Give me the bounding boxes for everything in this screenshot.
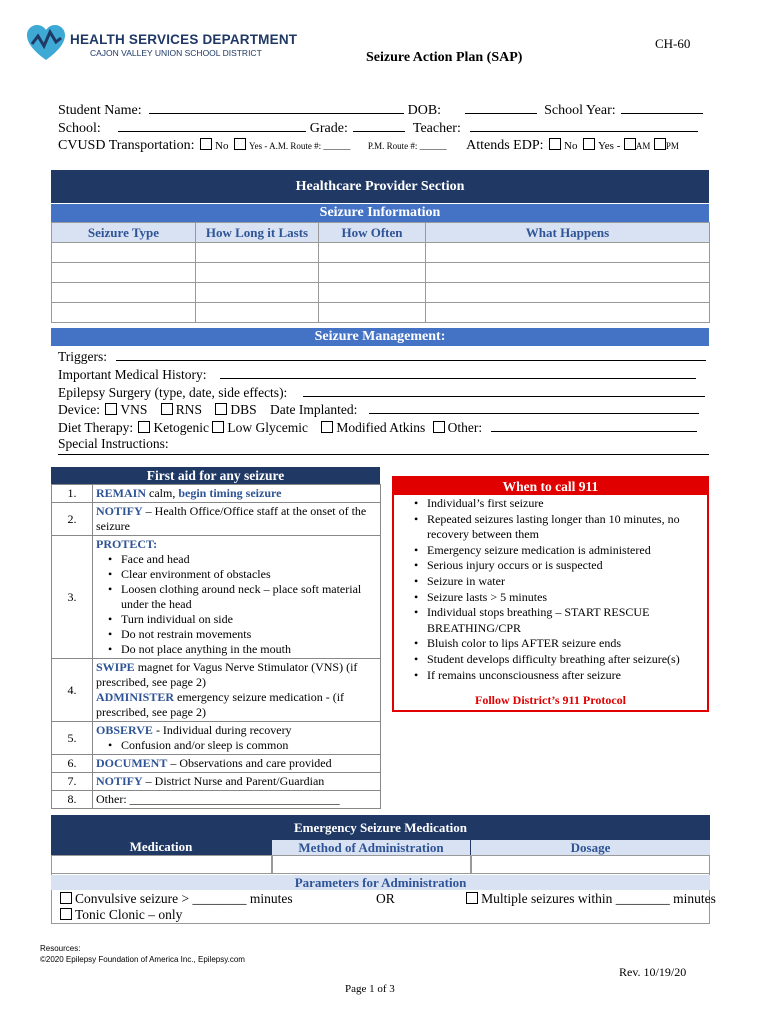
- step-head: NOTIFY: [96, 504, 143, 518]
- page-number: Page 1 of 3: [345, 983, 395, 995]
- school-year-label: School Year:: [544, 103, 616, 118]
- table-row: [52, 755, 381, 773]
- col-seizure-type: Seizure Type: [52, 223, 196, 243]
- device-row: [58, 401, 699, 418]
- special-row: [58, 436, 169, 452]
- table-row: [52, 773, 381, 791]
- transport-label: CVUSD Transportation:: [58, 138, 195, 153]
- tonic-label: Tonic Clonic – only: [75, 907, 183, 922]
- multiple-checkbox[interactable]: [466, 892, 478, 904]
- vns-label: VNS: [120, 402, 148, 417]
- multiple-label: Multiple seizures within ________ minutes: [481, 891, 716, 906]
- col-method: Method of Administration: [272, 840, 470, 855]
- list-item: • Clear environment of obstacles: [96, 567, 377, 582]
- teacher-label: Teacher:: [412, 121, 461, 136]
- step-text: – District Nurse and Parent/Guardian: [142, 774, 325, 788]
- list-item: • Repeated seizures lasting longer than 10 minutes, no recovery between them: [402, 512, 703, 543]
- edp-am-checkbox[interactable]: [624, 138, 636, 150]
- org-subname: CAJON VALLEY UNION SCHOOL DISTRICT: [90, 48, 262, 58]
- table-row: [52, 722, 381, 755]
- med-row-cell-1[interactable]: [51, 855, 272, 874]
- form-code: CH-60: [655, 36, 691, 51]
- step-number: 6.: [52, 755, 93, 773]
- transport-yes-checkbox[interactable]: [234, 138, 246, 150]
- list-item: • Turn individual on side: [96, 612, 377, 627]
- edp-pm-label: PM: [665, 141, 679, 151]
- special-label: Special Instructions:: [58, 436, 169, 451]
- edp-label: Attends EDP:: [466, 138, 544, 153]
- student-name-field[interactable]: [149, 101, 404, 114]
- special-line-2[interactable]: [58, 454, 709, 455]
- step-text: – Observations and care provided: [167, 756, 332, 770]
- list-item: • Individual stops breathing – START RESCUE BREATHING/CPR: [402, 605, 703, 636]
- table-row: [52, 503, 381, 536]
- list-item: • If remains unconsciousness after seizure: [402, 668, 703, 684]
- school-year-field[interactable]: [621, 101, 703, 114]
- low-glycemic-checkbox[interactable]: [212, 421, 224, 433]
- list-item: • Do not restrain movements: [96, 627, 377, 642]
- edp-yes-checkbox[interactable]: [583, 138, 595, 150]
- atkins-checkbox[interactable]: [321, 421, 333, 433]
- history-field[interactable]: [220, 366, 696, 379]
- col-how-long: How Long it Lasts: [196, 223, 319, 243]
- history-label: Important Medical History:: [58, 367, 207, 382]
- seizure-info-table: [51, 222, 710, 323]
- other-step-field[interactable]: Other: ___________________________________: [96, 792, 340, 806]
- diet-label: Diet Therapy:: [58, 420, 134, 435]
- step-number: 2.: [52, 503, 93, 536]
- grade-label: Grade:: [309, 121, 348, 136]
- step-head: PROTECT:: [96, 537, 158, 551]
- list-item: • Face and head: [96, 552, 377, 567]
- first-aid-table: [51, 484, 381, 809]
- resources-label: Resources:: [40, 944, 81, 953]
- school-field[interactable]: [118, 119, 306, 132]
- seizure-info-header-row: [52, 223, 710, 243]
- step-head-2: ADMINISTER: [96, 690, 175, 704]
- step-number: 7.: [52, 773, 93, 791]
- list-item: • Student develops difficulty breathing after seizure(s): [402, 652, 703, 668]
- dob-label: DOB:: [407, 103, 442, 118]
- implanted-field[interactable]: [369, 401, 699, 414]
- list-item: • Serious injury occurs or is suspected: [402, 558, 703, 574]
- atkins-label: Modified Atkins: [336, 420, 426, 435]
- surgery-row: [58, 384, 705, 401]
- student-name-label: Student Name:: [58, 103, 142, 118]
- edp-no-label: No: [564, 140, 578, 152]
- revision: Rev. 10/19/20: [619, 965, 687, 979]
- dob-field[interactable]: [465, 101, 537, 114]
- col-medication: Medication: [129, 839, 193, 854]
- edp-yes-label: Yes -: [597, 140, 621, 152]
- step-text: - Individual during recovery: [152, 723, 292, 737]
- step-head: NOTIFY: [96, 774, 143, 788]
- step-number: 3.: [52, 536, 93, 659]
- table-row[interactable]: [52, 243, 710, 263]
- step-text: – Health Office/Office staff at the onset of the seizure: [96, 504, 367, 533]
- step-number: 5.: [52, 722, 93, 755]
- ketogenic-checkbox[interactable]: [138, 421, 150, 433]
- low-glycemic-label: Low Glycemic: [227, 420, 308, 435]
- am-route-label: Yes - A.M. Route #: ______: [248, 141, 351, 151]
- col-how-often: How Often: [319, 223, 426, 243]
- triggers-field[interactable]: [116, 348, 706, 361]
- dbs-label: DBS: [230, 402, 257, 417]
- other-diet-field[interactable]: [491, 419, 697, 432]
- table-row[interactable]: [52, 283, 710, 303]
- step-head: DOCUMENT: [96, 756, 168, 770]
- student-info-line-1: [58, 101, 703, 119]
- step-head-2: begin timing seizure: [178, 486, 282, 500]
- triggers-label: Triggers:: [58, 349, 108, 364]
- med-row-cell-2[interactable]: [272, 855, 471, 874]
- step-head: SWIPE: [96, 660, 135, 674]
- student-info-line-2: [58, 119, 698, 137]
- params-header: Parameters for Administration: [51, 875, 710, 890]
- other-diet-label: Other:: [447, 420, 483, 435]
- provider-section-header: Healthcare Provider Section: [51, 170, 709, 203]
- step-text: magnet for Vagus Nerve Stimulator (VNS) (if prescribed, see page 2): [96, 660, 358, 689]
- list-item: • Individual’s first seizure: [402, 496, 703, 512]
- or-label: OR: [375, 891, 395, 906]
- step-head: OBSERVE: [96, 723, 153, 737]
- list-item: • Bluish color to lips AFTER seizure ends: [402, 636, 703, 652]
- step-number: 4.: [52, 659, 93, 722]
- device-label: Device:: [58, 402, 100, 417]
- edp-pm-checkbox[interactable]: [654, 138, 666, 150]
- emergency-med-title: Emergency Seizure Medication: [293, 820, 468, 835]
- table-row[interactable]: [52, 303, 710, 323]
- step-number: 8.: [52, 791, 93, 809]
- triggers-row: [58, 348, 706, 365]
- med-row-cell-3[interactable]: [471, 855, 710, 874]
- grade-field[interactable]: [353, 119, 405, 132]
- edp-am-label: AM: [635, 141, 651, 151]
- management-header: Seizure Management:: [51, 328, 709, 346]
- col-what-happens: What Happens: [426, 223, 710, 243]
- implanted-label: Date Implanted:: [270, 402, 358, 417]
- list-item: • Seizure in water: [402, 574, 703, 590]
- logo: [26, 24, 66, 62]
- list-item: • Confusion and/or sleep is common: [96, 738, 377, 753]
- surgery-label: Epilepsy Surgery (type, date, side effects):: [58, 385, 288, 400]
- convulsive-checkbox[interactable]: [60, 892, 72, 904]
- table-row: [52, 536, 381, 659]
- call-911-list: [394, 495, 707, 683]
- table-row[interactable]: [52, 263, 710, 283]
- list-item: • Seizure lasts > 5 minutes: [402, 590, 703, 606]
- school-label: School:: [58, 121, 101, 136]
- call-911-header: When to call 911: [394, 478, 707, 495]
- pm-route-label: P.M. Route #: ______: [367, 141, 447, 151]
- step-number: 1.: [52, 485, 93, 503]
- first-aid-header: First aid for any seizure: [51, 467, 380, 484]
- step-text-2: emergency seizure medication - (if prescribed, see page 2): [96, 690, 345, 719]
- teacher-field[interactable]: [470, 119, 698, 132]
- seizure-info-header: Seizure Information: [51, 204, 709, 222]
- vns-checkbox[interactable]: [105, 403, 117, 415]
- surgery-field[interactable]: [303, 384, 705, 397]
- page-title: Seizure Action Plan (SAP): [366, 50, 523, 65]
- table-row: [52, 485, 381, 503]
- copyright: ©2020 Epilepsy Foundation of America Inc., Epilepsy.com: [40, 955, 245, 964]
- history-row: [58, 366, 696, 383]
- list-item: • Do not place anything in the mouth: [96, 642, 377, 657]
- step-head: REMAIN: [96, 486, 146, 500]
- dbs-checkbox[interactable]: [215, 403, 227, 415]
- transport-no-label: No: [215, 140, 229, 152]
- list-item: • Emergency seizure medication is administered: [402, 543, 703, 559]
- col-dosage: Dosage: [471, 840, 710, 855]
- rns-label: RNS: [175, 402, 203, 417]
- other-diet-checkbox[interactable]: [433, 421, 445, 433]
- table-row: [52, 659, 381, 722]
- diet-row: [58, 419, 697, 436]
- heart-logo-icon: [26, 24, 66, 62]
- tonic-checkbox[interactable]: [60, 908, 72, 920]
- ketogenic-label: Ketogenic: [153, 420, 209, 435]
- list-item: • Loosen clothing around neck – place soft material under the head: [96, 582, 377, 612]
- org-name: HEALTH SERVICES DEPARTMENT: [70, 32, 298, 47]
- table-row[interactable]: [52, 791, 381, 809]
- call-911-footer: Follow District’s 911 Protocol: [475, 693, 626, 707]
- step-text: calm,: [146, 486, 179, 500]
- convulsive-label: Convulsive seizure > ________ minutes: [75, 891, 293, 906]
- convulsive-row: [58, 891, 716, 907]
- edp-no-checkbox[interactable]: [549, 138, 561, 150]
- transport-no-checkbox[interactable]: [200, 138, 212, 150]
- rns-checkbox[interactable]: [161, 403, 173, 415]
- transport-line: [58, 138, 679, 154]
- tonic-row: [58, 907, 182, 923]
- call-911-box: [392, 476, 709, 712]
